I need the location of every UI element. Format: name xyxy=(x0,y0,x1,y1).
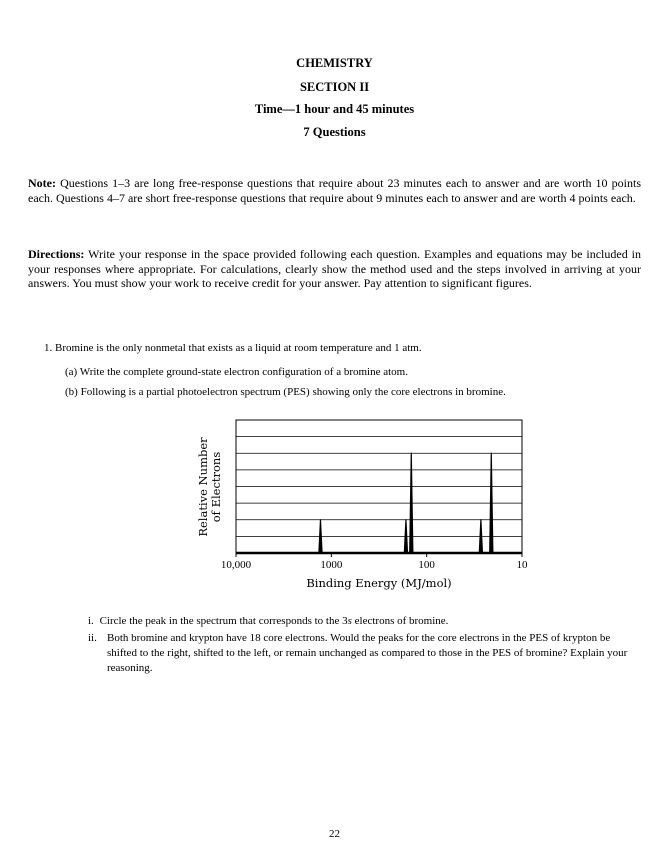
section-title: SECTION II xyxy=(299,80,370,94)
sub-ii-number: ii. xyxy=(88,632,97,644)
sub-i-text-end: electrons of bromine. xyxy=(351,615,449,627)
x-axis-label: Binding Energy (MJ/mol) xyxy=(306,576,452,590)
pes-peak xyxy=(410,453,413,553)
pes-peak xyxy=(319,520,322,553)
pes-peak xyxy=(479,520,482,553)
note-text: Questions 1–3 are long free-response questions that require about 23 minutes each to answer and are worth 10 points each. Questions 4–7 are short free-response questions that require about 9 minutes each to answer and are worth 4 points each. xyxy=(28,176,641,205)
subject-title: CHEMISTRY xyxy=(296,56,373,70)
sub-i-number: i. xyxy=(88,615,94,627)
sub-i-text-start: Circle the peak in the spectrum that corresponds to the 3 xyxy=(99,615,348,627)
directions-label: Directions: xyxy=(28,247,85,261)
y-axis-label-line-1: Relative Number xyxy=(196,437,210,537)
question-1-part-b: (b) Following is a partial photoelectron spectrum (PES) showing only the core electrons in bromine. xyxy=(65,386,506,398)
sub-i-orbital: s xyxy=(347,615,352,627)
chart-x-ticks xyxy=(221,553,528,571)
question-count: 7 Questions xyxy=(303,125,366,139)
question-1-sub-i xyxy=(88,614,448,629)
directions-text: Write your response in the space provided following each question. Examples and equations may be included in your responses where appropriate. For calculations, clearly show the method used and the steps involved in arriving at your answers. You must show your work to receive credit for your answer. Pay attention to significant figures. xyxy=(28,247,641,291)
note-label: Note: xyxy=(28,176,56,190)
x-tick-label: 100 xyxy=(418,559,435,571)
x-tick-label: 1000 xyxy=(320,559,343,571)
page-number: 22 xyxy=(329,828,340,840)
chart-grid xyxy=(236,437,522,537)
question-1-part-a: (a) Write the complete ground-state electron configuration of a bromine atom. xyxy=(65,366,408,378)
time-limit: Time—1 hour and 45 minutes xyxy=(254,102,415,116)
question-1-stem: 1. Bromine is the only nonmetal that exists as a liquid at room temperature and 1 atm. xyxy=(44,342,422,354)
x-tick-label: 10,000 xyxy=(220,559,252,571)
question-1-sub-ii: Both bromine and krypton have 18 core electrons. Would the peaks for the core electrons in the PES of krypton be shifted to the right, shifted to the left, or remain unchanged as compared to those in the PES of bromine? Explain your reasoning. xyxy=(107,632,628,674)
pes-peak xyxy=(490,453,493,553)
x-tick-label: 10 xyxy=(516,559,528,571)
y-axis-label-line-2: of Electrons xyxy=(209,451,223,523)
pes-peak xyxy=(404,520,407,553)
